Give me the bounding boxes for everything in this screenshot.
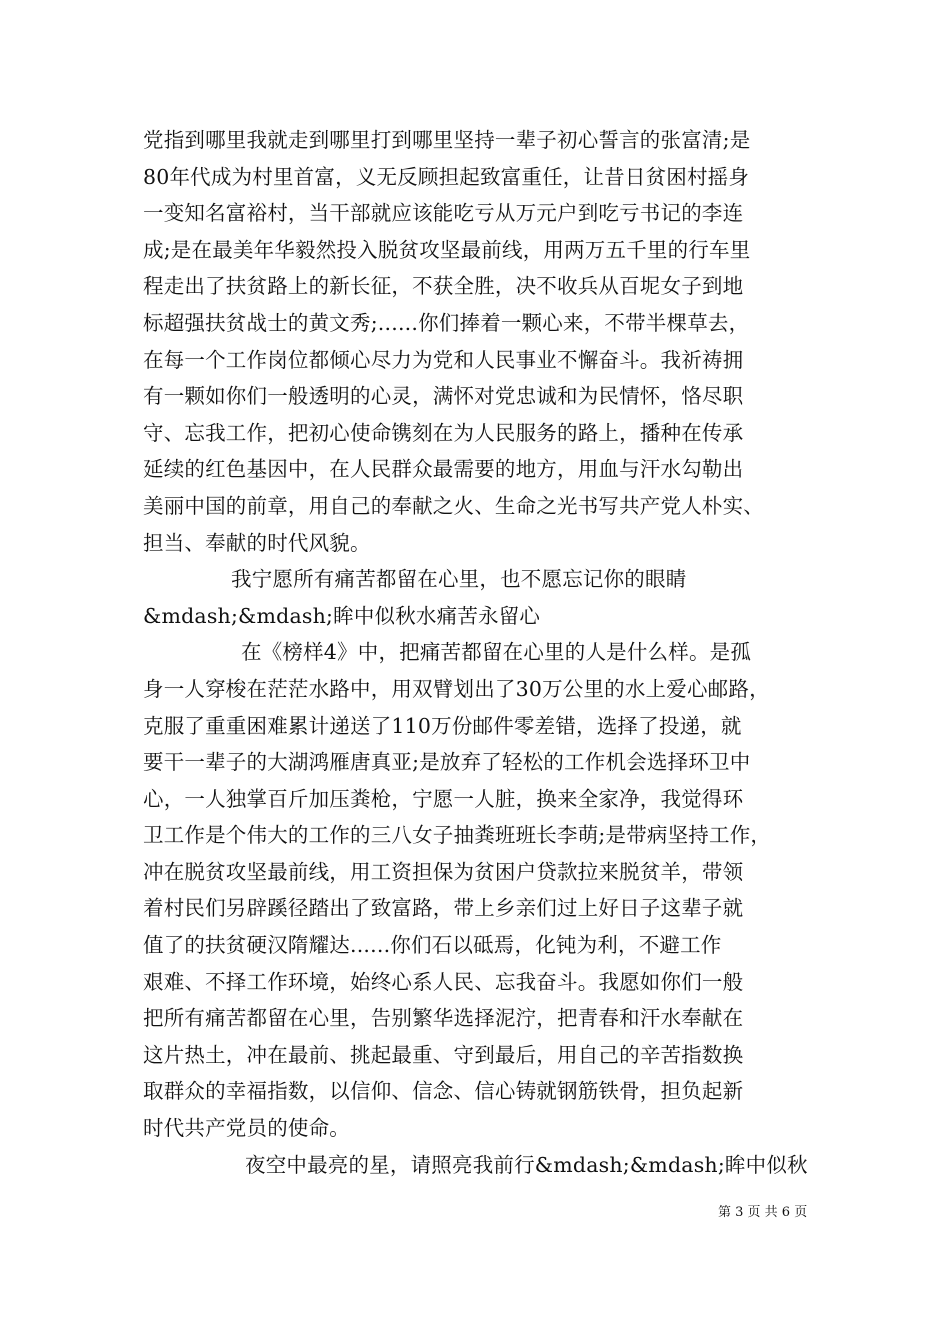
text-line: 延续的红色基因中，在人民群众最需要的地方，用血与汗水勾勒出 — [143, 457, 744, 482]
text-line: 程走出了扶贫路上的新长征，不获全胜，决不收兵从百坭女子到地 — [143, 274, 744, 299]
text-line: 在每一个工作岗位都倾心尽力为党和人民事业不懈奋斗。我祈祷拥 — [143, 347, 744, 372]
text-line: 一变知名富裕村，当干部就应该能吃亏从万元户到吃亏书记的李连 — [143, 201, 744, 226]
text-line: 把所有痛苦都留在心里，告别繁华选择泥泞，把青春和汗水奉献在 — [143, 1006, 744, 1031]
text-line: 标超强扶贫战士的黄文秀;......你们捧着一颗心来，不带半棵草去， — [143, 310, 750, 335]
text-line: 时代共产党员的使命。 — [143, 1116, 350, 1141]
text-line: 党指到哪里我就走到哪里打到哪里坚持一辈子初心誓言的张富清;是 — [143, 128, 751, 152]
body-text — [143, 122, 823, 1183]
text-line: 取群众的幸福指数，以信仰、信念、信心铸就钢筋铁骨，担负起新 — [143, 1079, 744, 1104]
text-line: 艰难、不择工作环境，始终心系人民、忘我奋斗。我愿如你们一般 — [143, 969, 744, 994]
text-line: 要干一辈子的大湖鸿雁唐真亚;是放弃了轻松的工作机会选择环卫中 — [143, 750, 751, 775]
text-line: 身一人穿梭在茫茫水路中，用双臂划出了30万公里的水上爱心邮路， — [143, 676, 770, 701]
heading-line: &mdash;&mdash;眸中似秋水痛苦永留心 — [143, 603, 541, 628]
text-line: 着村民们另辟蹊径踏出了致富路，带上乡亲们过上好日子这辈子就 — [143, 896, 744, 921]
text-line: 担当、奉献的时代风貌。 — [143, 530, 371, 555]
text-line: 夜空中最亮的星，请照亮我前行&mdash;&mdash;眸中似秋 — [245, 1152, 808, 1177]
text-line: 冲在脱贫攻坚最前线，用工资担保为贫困户贷款拉来脱贫羊，带领 — [143, 859, 744, 884]
heading-line: 我宁愿所有痛苦都留在心里，也不愿忘记你的眼睛 — [231, 567, 687, 592]
text-line: 值了的扶贫硬汉隋耀达......你们石以砥焉，化钝为利，不避工作 — [143, 933, 722, 958]
text-line: 克服了重重困难累计递送了110万份邮件零差错，选择了投递，就 — [143, 713, 742, 738]
text-line: 这片热土，冲在最前、挑起最重、守到最后，用自己的辛苦指数换 — [143, 1042, 744, 1067]
text-line: 美丽中国的前章，用自己的奉献之火、生命之光书写共产党人朴实、 — [143, 493, 764, 518]
text-line: 有一颗如你们一般透明的心灵，满怀对党忠诚和为民情怀，恪尽职 — [143, 384, 744, 409]
text-line: 卫工作是个伟大的工作的三八女子抽粪班班长李萌;是带病坚持工作， — [143, 823, 772, 848]
text-line: 成;是在最美年华毅然投入脱贫攻坚最前线，用两万五千里的行车里 — [143, 237, 751, 262]
page-number: 第 3 页 共 6 页 — [718, 1205, 808, 1220]
text-line: 80年代成为村里首富，义无反顾担起致富重任，让昔日贫困村摇身 — [143, 164, 750, 189]
text-line: 心，一人独掌百斤加压粪枪，宁愿一人脏，换来全家净，我觉得环 — [143, 786, 744, 811]
text-line: 守、忘我工作，把初心使命镌刻在为人民服务的路上，播种在传承 — [143, 420, 744, 445]
text-line: 在《榜样4》中，把痛苦都留在心里的人是什么样。是孤 — [241, 640, 752, 665]
